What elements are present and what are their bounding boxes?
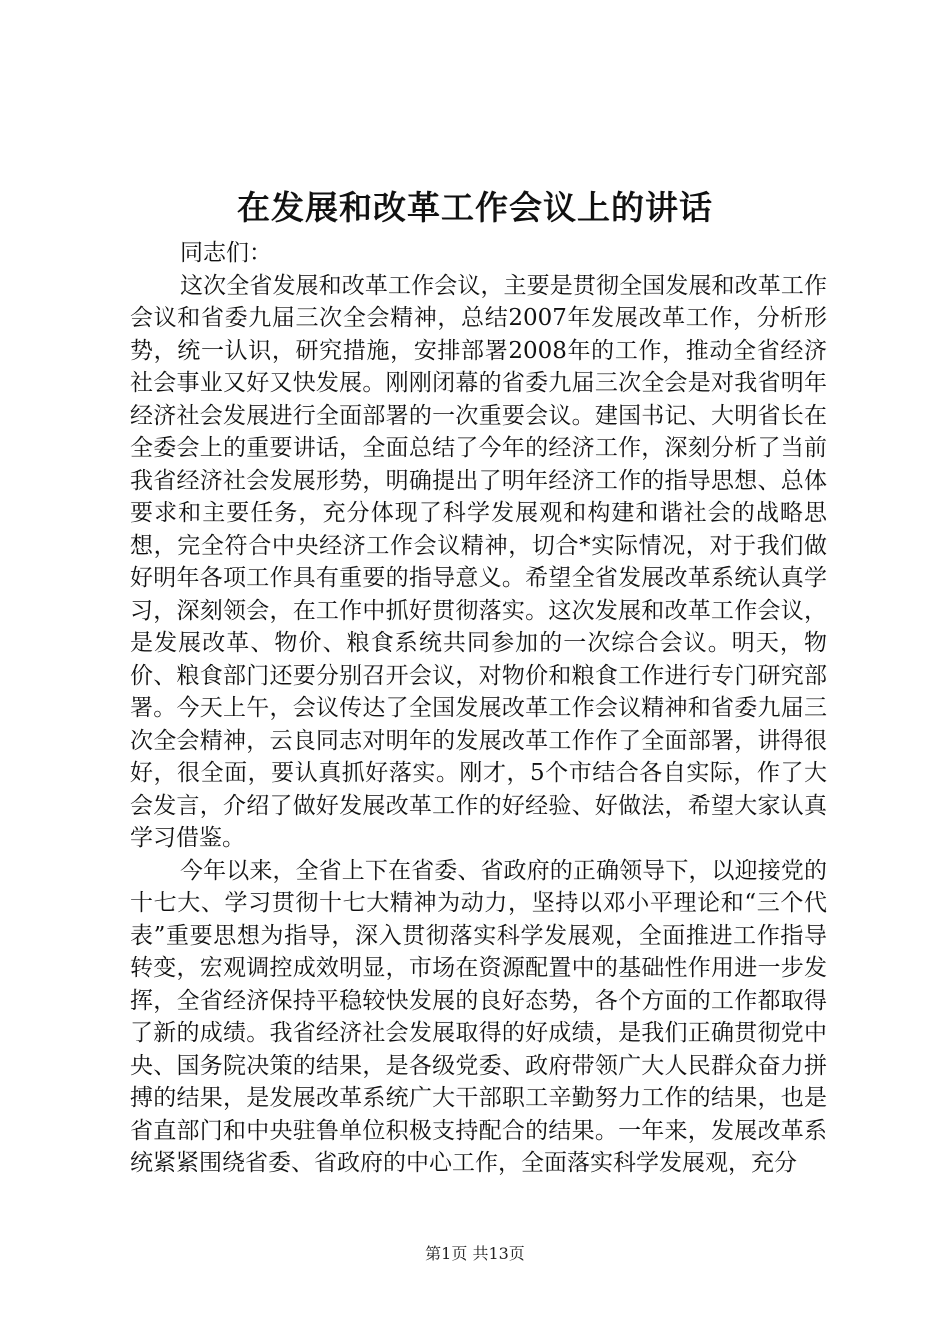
document-body [130,237,827,1180]
document-title: 在发展和改革工作会议上的讲话 [237,188,713,227]
paragraph-2: 今年以来，全省上下在省委、省政府的正确领导下，以迎接党的十七大、学习贯彻十七大精神为动力，坚持以邓小平理论和“三个代表”重要思想为指导，深入贯彻落实科学发展观，全面推进工作指导转变，宏观调控成效明显，市场在资源配置中的基础性作用进一步发挥，全省经济保持平稳较快发展的良好态势，各个方面的工作都取得了新的成绩。我省经济社会发展取得的好成绩，是我们正确贯彻党中央、国务院决策的结果，是各级党委、政府带领广大人民群众奋力拼搏的结果，是发展改革系统广大干部职工辛勤努力工作的结果，也是省直部门和中央驻鲁单位积极支持配合的结果。一年来，发展改革系统紧紧围绕省委、省政府的中心工作，全面落实科学发展观，充分 [130,857,827,1176]
page-number-footer: 第1页 共13页 [425,1244,525,1263]
paragraph-1: 这次全省发展和改革工作会议，主要是贯彻全国发展和改革工作会议和省委九届三次全会精神，总结2007年发展改革工作，分析形势，统一认识，研究措施，安排部署2008年的工作，推动全省经济社会事业又好又快发展。刚刚闭幕的省委九届三次全会是对我省明年经济社会发展进行全面部署的一次重要会议。建国书记、大明省长在全委会上的重要讲话，全面总结了今年的经济工作，深刻分析了当前我省经济社会发展形势，明确提出了明年经济工作的指导思想、总体要求和主要任务，充分体现了科学发展观和构建和谐社会的战略思想，完全符合中央经济工作会议精神，切合*实际情况，对于我们做好明年各项工作具有重要的指导意义。希望全省发展改革系统认真学习，深刻领会，在工作中抓好贯彻落实。这次发展和改革工作会议，是发展改革、物价、粮食系统共同参加的一次综合会议。明天，物价、粮食部门还要分别召开会议，对物价和粮食工作进行专门研究部署。今天上午，会议传达了全国发展改革工作会议精神和省委九届三次全会精神，云良同志对明年的发展改革工作作了全面部署，讲得很好，很全面，要认真抓好落实。刚才，5个市结合各自实际，作了大会发言，介绍了做好发展改革工作的好经验、好做法，希望大家认真学习借鉴。 [130,272,827,851]
salutation: 同志们： [180,240,272,266]
